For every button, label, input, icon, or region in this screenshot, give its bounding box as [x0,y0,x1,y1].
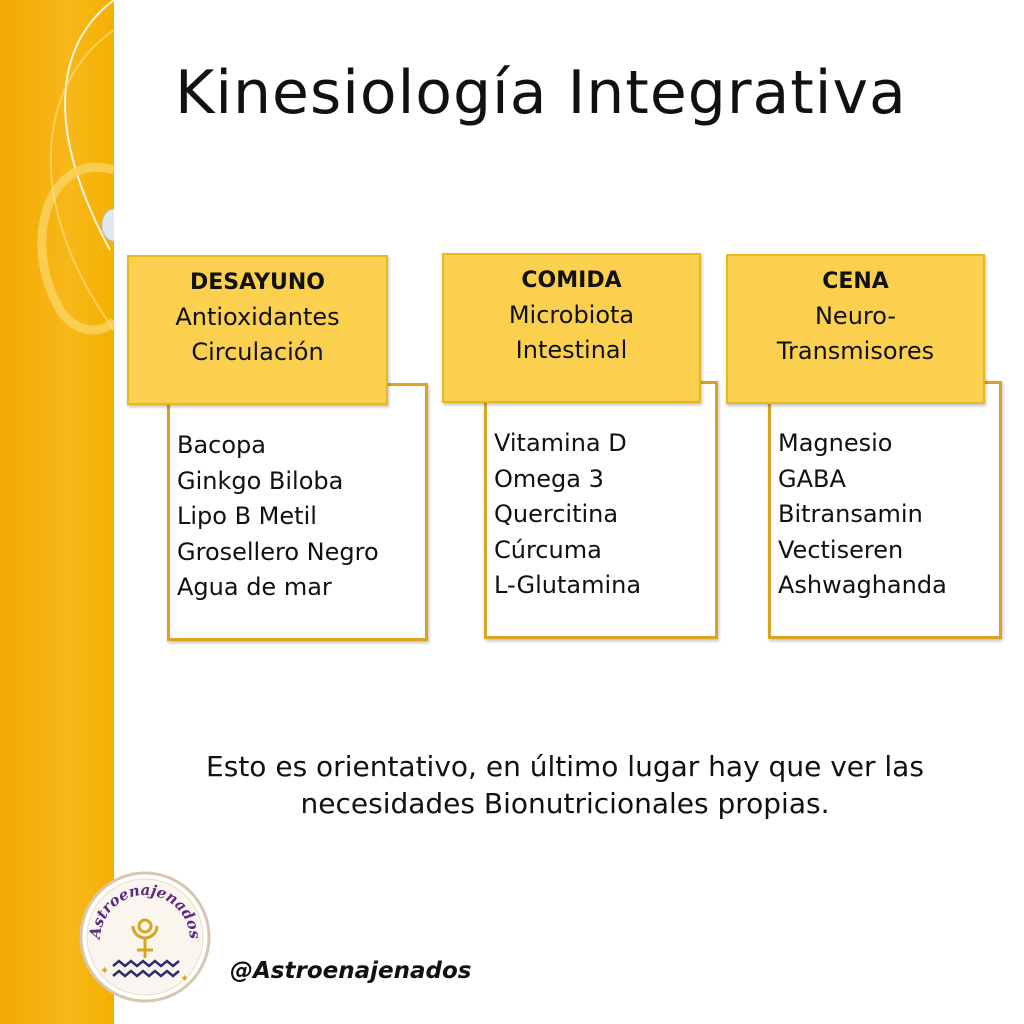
header-box-cena [726,254,985,404]
item-list [778,426,947,604]
list-item: L-Glutamina [494,571,642,599]
list-item: Magnesio [778,429,893,457]
list-item: Bitransamin [778,500,923,528]
header-line: Intestinal [515,336,628,364]
list-item: Omega 3 [494,464,604,493]
social-handle: @Astroenajenados [230,958,472,984]
header-title: DESAYUNO [190,270,325,295]
small-bubble-icon [112,205,124,217]
list-box-cena [768,381,1002,639]
logo-text: Astroenajenados [85,880,205,940]
header-line: Microbiota [508,301,635,329]
star-icon: ✦ [100,964,110,977]
item-list [177,428,379,606]
astroenajenados-logo [78,870,212,1004]
header-line: Circulación [191,338,324,366]
list-item: Bacopa [177,431,266,459]
header-box-comida [442,253,701,403]
star-icon: ✦ [180,972,190,985]
footnote-line: necesidades Bionutricionales propias. [300,787,830,820]
list-item: Ginkgo Biloba [177,466,344,495]
list-item: Grosellero Negro [177,537,379,566]
list-box-comida [484,381,718,639]
footnote-line: Esto es orientativo, en último lugar hay que ver las [206,750,924,783]
header-title: CENA [822,269,889,294]
list-item: GABA [778,464,846,493]
list-item: Agua de mar [177,573,332,601]
footnote [150,748,980,822]
header-line: Neuro- [814,302,897,330]
list-item: Vitamina D [494,429,627,457]
list-item: Ashwaghanda [778,571,947,599]
item-list [494,426,641,604]
header-line: Transmisores [776,337,935,365]
page-title: Kinesiología Integrativa [175,58,907,128]
list-box-desayuno [167,383,428,641]
header-title: COMIDA [521,268,622,293]
list-item: Cúrcuma [494,535,602,564]
list-item: Lipo B Metil [177,502,317,530]
header-box-desayuno [127,255,388,405]
list-item: Quercitina [494,500,619,528]
list-item: Vectiseren [778,535,904,564]
header-line: Antioxidantes [175,303,340,331]
logo-graphic [78,870,212,1004]
